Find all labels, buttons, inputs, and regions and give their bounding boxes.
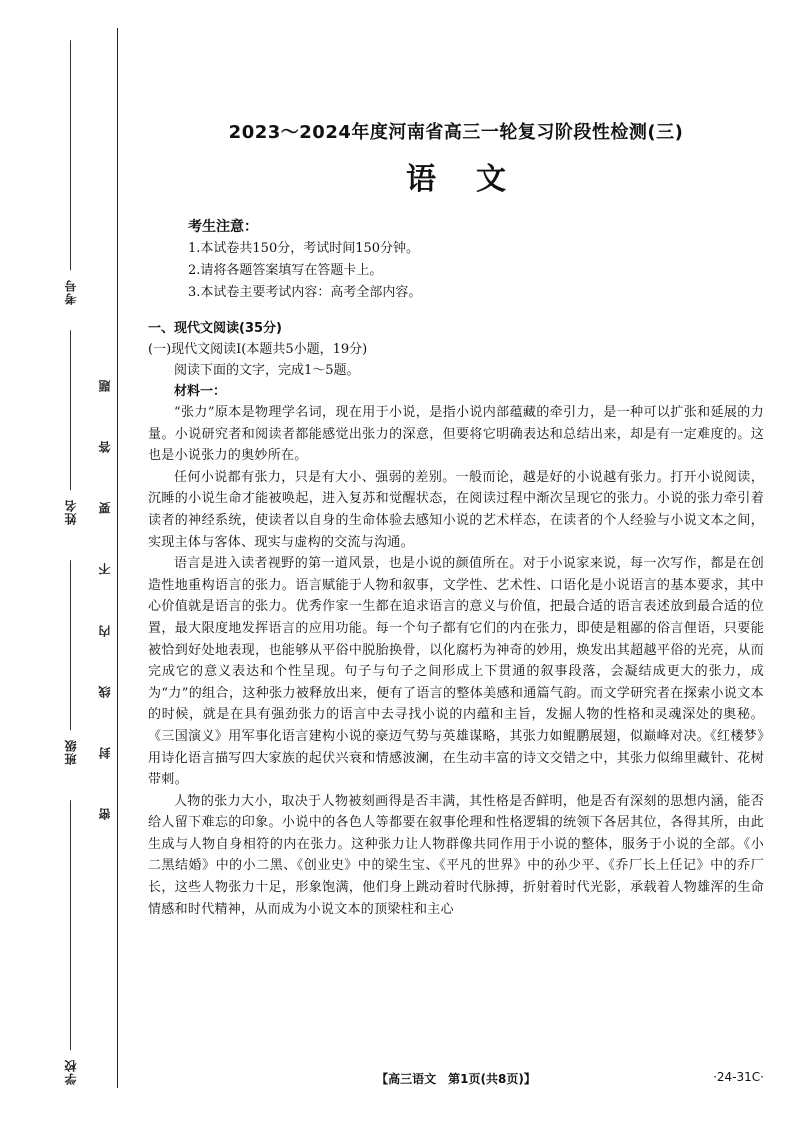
reading-instruction: 阅读下面的文字，完成1～5题。 xyxy=(174,363,360,378)
notice-heading: 考生注意： xyxy=(188,219,258,235)
name-label: 姓名 xyxy=(64,499,78,526)
body-paragraph: 语言是进入读者视野的第一道风景，也是小说的颜值所在。对于小说家来说，每一次写作，都是在创造性地重构语言的张力。语言赋能于人物和叙事，文学性、艺术性、口语化是小说语言的基本要求，其中心价值就是语言的张力。优秀作家一生都在追求语言的意义与价值，把最合适的语言表述放到最合适的位置，最大限度地发挥语言的应用功能。每一个句子都有它们的内在张力，即使是粗鄙的俗言俚语，只要能被恰到好处地表现，也能够从平俗中脱胎换骨，以化腐朽为神奇的妙用，焕发出其超越平俗的光亮，从而完成它的意义表达和个性呈现。句子与句子之间形成上下贯通的叙事段落，会凝结成更大的张力，成为“力”的组合，这种张力被释放出来，便有了语言的整体美感和通篇气韵。而文学研究者在探索小说文本的时候，就是在具有强劲张力的语言中去寻找小说的内蕴和主旨，发掘人物的性格和灵魂深处的奥秘。《三国演义》用军事化语言建构小说的豪迈气势与英雄谋略，其张力如鲲鹏展翅，似巅峰对决。《红楼梦》用诗化语言描写四大家族的起伏兴衰和情感波澜，在生动丰富的诗文交错之中，其张力似绵里藏针、花树带刺。 xyxy=(148,556,764,788)
seal-char: 内 xyxy=(98,624,112,637)
seal-char: 不 xyxy=(98,563,112,576)
seal-char: 题 xyxy=(98,380,112,393)
seal-char: 线 xyxy=(98,685,112,698)
class-field[interactable] xyxy=(62,560,79,765)
candidate-notice xyxy=(188,216,764,304)
body-paragraph: “张力”原本是物理学名词，现在用于小说，是指小说内部蕴藏的牵引力，是一种可以扩张和延展的力量。小说研究者和阅读者都能感觉出张力的深意，但要将它明确表达和总结出来，却是有一定难度的。这也是小说张力的奥妙所在。 xyxy=(148,405,764,464)
exam-number-label: 考号 xyxy=(64,279,78,306)
binding-strip xyxy=(0,0,140,1122)
seal-char: 要 xyxy=(98,502,112,515)
seal-line-text xyxy=(96,380,113,820)
page-footer xyxy=(148,1070,764,1090)
subject-title: 语文 xyxy=(406,162,546,197)
exam-number-field[interactable] xyxy=(62,40,79,305)
name-underline[interactable] xyxy=(71,330,72,490)
subsection-heading: (一)现代文阅读Ⅰ(本题共5小题，19分) xyxy=(148,342,368,357)
name-field[interactable] xyxy=(62,330,79,525)
footer-page-info: 【高三语文 第1页(共8页)】 xyxy=(376,1072,536,1086)
body-paragraph: 任何小说都有张力，只是有大小、强弱的差别。一般而论，越是好的小说越有张力。打开小说阅读，沉睡的小说生命才能被唤起，进入复苏和觉醒状态，在阅读过程中渐次呈现它的张力。小说的张力牵引着读者的神经系统，使读者以自身的生命体验去感知小说的艺术样态，在读者的个人经验与小说文本之间，实现主体与客体、现实与虚构的交流与沟通。 xyxy=(148,469,764,550)
notice-item: 3.本试卷主要考试内容：高考全部内容。 xyxy=(188,285,422,300)
seal-char: 封 xyxy=(98,746,112,759)
section-heading: 一、现代文阅读(35分) xyxy=(148,321,282,336)
notice-item: 1.本试卷共150分，考试时间150分钟。 xyxy=(188,241,420,256)
class-label: 班级 xyxy=(64,739,78,766)
school-underline[interactable] xyxy=(71,800,72,1050)
notice-item: 2.请将各题答案填写在答题卡上。 xyxy=(188,263,383,278)
seal-char: 答 xyxy=(98,441,112,454)
material-label: 材料一： xyxy=(174,384,227,399)
binding-line xyxy=(117,28,118,1088)
class-underline[interactable] xyxy=(71,560,72,730)
exam-title: 2023～2024年度河南省高三一轮复习阶段性检测(三) xyxy=(228,122,684,143)
school-field[interactable] xyxy=(62,800,79,1085)
footer-code: ·24-31C· xyxy=(713,1070,764,1084)
exam-content xyxy=(148,118,764,920)
seal-char: 密 xyxy=(98,808,112,820)
school-label: 学校 xyxy=(64,1059,78,1086)
body-paragraph: 人物的张力大小，取决于人物被刻画得是否丰满，其性格是否鲜明，他是否有深刻的思想内涵，能否给人留下难忘的印象。小说中的各色人等都要在叙事伦理和性格逻辑的统领下各居其位，各得其所，由此生成与人物自身相符的内在张力。这种张力让人物群像共同作用于小说的整体，服务于小说的全部。《小二黑结婚》中的小二黑、《创业史》中的梁生宝、《平凡的世界》中的孙少平、《乔厂长上任记》中的乔厂长，这些人物张力十足，形象饱满，他们身上跳动着时代脉搏，折射着时代光影，承载着人物雄浑的生命情感和时代精神，从而成为小说文本的顶梁柱和主心 xyxy=(148,793,764,917)
exam-number-underline[interactable] xyxy=(71,40,72,270)
